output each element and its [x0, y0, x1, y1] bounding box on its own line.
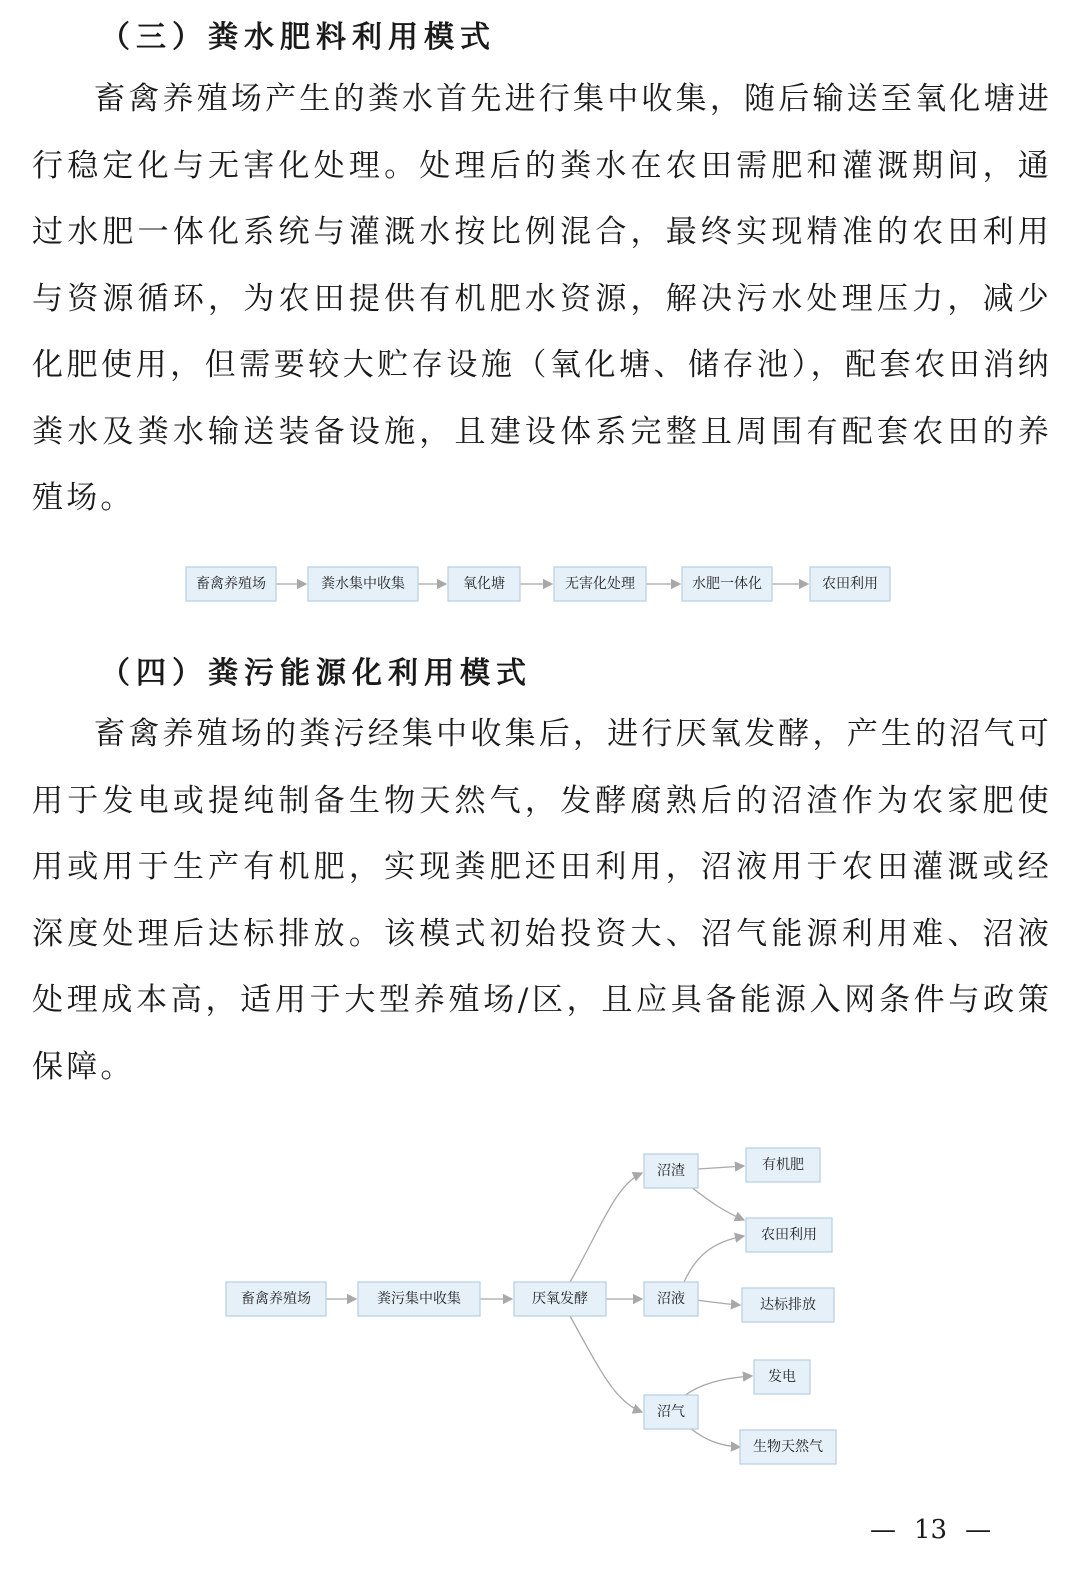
- flow1-node-oxidation-pond: [448, 567, 520, 601]
- svg-text:无害化处理: 无害化处理: [565, 576, 635, 592]
- svg-text:农田利用: 农田利用: [822, 576, 878, 592]
- svg-text:沼气: 沼气: [657, 1404, 685, 1420]
- flow2-arrow-residue-farmland: [690, 1186, 744, 1220]
- section-3-heading: （三）粪水肥料利用模式: [100, 20, 496, 55]
- flow2-arrow-digestion-biogas: [570, 1316, 642, 1412]
- svg-text:粪污集中收集: 粪污集中收集: [377, 1291, 461, 1307]
- flow2-node-organic-fertilizer: [746, 1148, 820, 1182]
- page-number-value: 13: [914, 1515, 948, 1545]
- svg-text:生物天然气: 生物天然气: [753, 1439, 823, 1455]
- flow1-node-fertigation: [682, 567, 772, 601]
- svg-text:畜禽养殖场: 畜禽养殖场: [196, 576, 266, 592]
- flow2-node-anaerobic-digestion: [514, 1282, 606, 1316]
- flow2-arrow-slurry-farmland: [684, 1236, 744, 1282]
- flow2-node-digestate-residue: [644, 1154, 698, 1188]
- svg-text:发电: 发电: [768, 1369, 796, 1385]
- flow2-arrow-digestion-residue: [570, 1173, 642, 1282]
- section-4-heading: （四）粪污能源化利用模式: [100, 656, 532, 691]
- flow2-arrow-residue-fertilizer: [698, 1166, 744, 1169]
- flow2-node-digestate-slurry: [644, 1282, 698, 1316]
- flow2-node-farm: [226, 1282, 326, 1316]
- page-number-dash-right: —: [965, 1515, 992, 1545]
- svg-text:粪水集中收集: 粪水集中收集: [321, 576, 405, 592]
- flow2-node-biogas: [644, 1395, 698, 1429]
- section-4-paragraph: 畜禽养殖场的粪污经集中收集后，进行厌氧发酵，产生的沼气可用于发电或提纯制备生物天然气，发酵腐熟后的沼渣作为农家肥使用或用于生产有机肥，实现粪肥还田利用，沼液用于农田灌溉或经深度处理后达标排放。该模式初始投资大、沼气能源利用难、沼液处理成本高，适用于大型养殖场/区，且应具备能源入网条件与政策保障。: [32, 716, 1052, 1085]
- section-3-paragraph: 畜禽养殖场产生的粪水首先进行集中收集，随后输送至氧化塘进行稳定化与无害化处理。处理后的粪水在农田需肥和灌溉期间，通过水肥一体化系统与灌溉水按比例混合，最终实现精准的农田利用与资源循环，为农田提供有机肥水资源，解决污水处理压力，减少化肥使用，但需要较大贮存设施（氧化塘、储存池），配套农田消纳粪水及粪水输送装备设施，且建设体系完整且周围有配套农田的养殖场。: [32, 81, 1052, 516]
- svg-text:沼渣: 沼渣: [657, 1163, 685, 1179]
- svg-text:农田利用: 农田利用: [761, 1227, 817, 1243]
- flow2-node-natural-gas: [740, 1430, 836, 1464]
- svg-text:氧化塘: 氧化塘: [463, 576, 505, 592]
- svg-text:畜禽养殖场: 畜禽养殖场: [241, 1291, 311, 1307]
- flow1-node-farm: [186, 567, 276, 601]
- flow2-node-farmland: [746, 1218, 832, 1252]
- flow1-node-harmless-treatment: [554, 567, 646, 601]
- svg-text:水肥一体化: 水肥一体化: [692, 576, 762, 592]
- flow2-node-discharge: [742, 1288, 834, 1322]
- svg-text:达标排放: 达标排放: [760, 1297, 816, 1313]
- page-number-dash-left: —: [870, 1515, 896, 1545]
- flow2-node-power-generation: [754, 1360, 810, 1394]
- page-number: [870, 1515, 991, 1545]
- svg-text:有机肥: 有机肥: [762, 1157, 804, 1173]
- flow2-arrow-biogas-power: [684, 1376, 752, 1396]
- flow1-node-farmland: [810, 567, 890, 601]
- energy-utilization-flow-diagram: [0, 1140, 1080, 1480]
- manure-water-flow-diagram: [0, 555, 1080, 615]
- svg-text:沼液: 沼液: [657, 1291, 685, 1307]
- flow1-node-collection: [308, 567, 418, 601]
- flow2-arrow-biogas-naturalgas: [690, 1428, 740, 1447]
- flow2-arrow-slurry-discharge: [696, 1300, 740, 1305]
- svg-text:厌氧发酵: 厌氧发酵: [532, 1291, 588, 1307]
- flow2-node-collection: [358, 1282, 480, 1316]
